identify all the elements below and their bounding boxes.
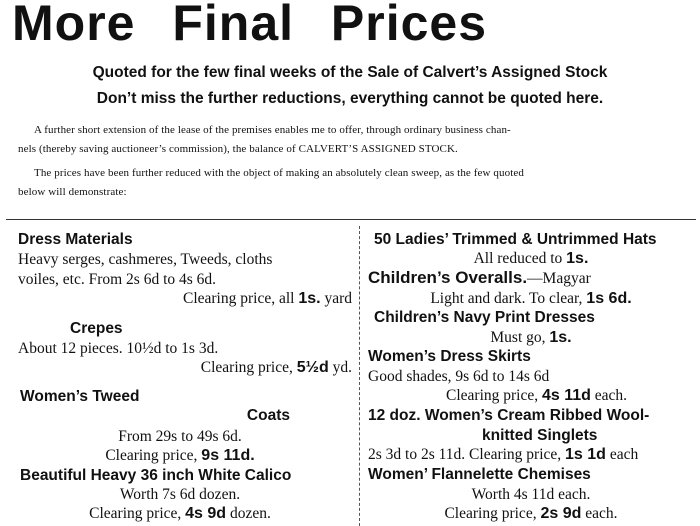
intro-line-1: A further short extension of the lease of the premises enables me to offer, through ordinary business chan-	[34, 124, 511, 136]
calico-price: 4s 9d	[185, 505, 227, 522]
hats-price: 1s.	[566, 250, 589, 267]
chemises-price: 2s 9d	[540, 505, 582, 522]
navy-dresses-heading: Children’s Navy Print Dresses	[374, 309, 595, 326]
singlets-price-label: 2s 3d to 2s 11d. Clearing price,	[368, 446, 562, 463]
tweed-heading-2: Coats	[246, 407, 290, 424]
chemises-price-label: Clearing price,	[444, 505, 537, 522]
calico-price-label: Clearing price,	[89, 505, 182, 522]
tweed-price-label: Clearing price,	[105, 447, 198, 464]
singlets-heading-2: knitted Singlets	[482, 427, 598, 444]
tweed-price: 9s 11d.	[201, 447, 255, 464]
chemises-heading: Women’ Flannelette Chemises	[368, 466, 591, 483]
calico-heading: Beautiful Heavy 36 inch White Calico	[20, 467, 292, 484]
skirts-price-unit: each.	[594, 387, 628, 404]
subheading-2: Don’t miss the further reductions, everything cannot be quoted here.	[96, 90, 604, 107]
overalls-suffix: —Magyar	[527, 270, 591, 287]
dress-materials-heading: Dress Materials	[18, 231, 133, 248]
dress-materials-line-1: Heavy serges, cashmeres, Tweeds, cloths	[18, 251, 273, 268]
hats-price-line	[362, 249, 700, 268]
crepes-price-label: Clearing price,	[200, 359, 293, 376]
tweed-price-line	[0, 446, 360, 465]
dress-price-label: Clearing price, all	[182, 290, 295, 307]
dress-skirts-price-line	[446, 386, 627, 405]
calico-price-unit: dozen.	[229, 505, 271, 522]
chemises-line-1: Worth 4s 11d each.	[471, 486, 591, 503]
overalls-price-label: Light and dark. To clear,	[430, 290, 583, 307]
singlets-heading-1: 12 doz. Women’s Cream Ribbed Wool-	[368, 407, 650, 424]
singlets-price: 1s 1d	[565, 446, 606, 463]
chemises-price-unit: each.	[585, 505, 618, 522]
navy-dresses-price-line	[362, 328, 700, 347]
dress-skirts-heading: Women’s Dress Skirts	[368, 348, 531, 365]
dress-materials-line-2: voiles, etc. From 2s 6d to 4s 6d.	[18, 271, 217, 288]
skirts-price-label: Clearing price,	[446, 387, 539, 404]
overalls-price-line	[362, 289, 700, 308]
dress-materials-price-line	[183, 289, 352, 308]
intro-line-3: The prices have been further reduced with the object of making an absolutely clean sweep, as the few quoted	[34, 167, 524, 179]
overalls-heading-line	[368, 268, 591, 288]
crepes-heading: Crepes	[70, 320, 123, 337]
navy-price-label: Must go,	[490, 329, 546, 346]
dress-skirts-line-1: Good shades, 9s 6d to 14s 6d	[368, 368, 550, 385]
crepes-price-line	[201, 358, 352, 377]
headline: More Final Prices	[12, 0, 488, 51]
crepes-price-unit: yd.	[332, 359, 352, 376]
divider-vertical	[359, 226, 360, 526]
crepes-price: 5½d	[296, 359, 329, 376]
tweed-heading-1: Women’s Tweed	[20, 388, 140, 405]
overalls-heading: Children’s Overalls.	[368, 268, 528, 287]
singlets-price-line	[368, 445, 638, 464]
navy-price: 1s.	[549, 329, 572, 346]
dress-price-unit: yard	[324, 290, 352, 307]
subheading-1: Quoted for the few final weeks of the Sale of Calvert’s Assigned Stock	[92, 64, 608, 81]
chemises-price-line	[362, 504, 700, 523]
dress-price: 1s.	[298, 290, 321, 307]
intro-line-2: nels (thereby saving auctioneer’s commission), the balance of CALVERT’S ASSIGNED STOCK.	[18, 143, 458, 155]
calico-line-1: Worth 7s 6d dozen.	[119, 486, 241, 503]
singlets-price-unit: each	[609, 446, 639, 463]
divider-horizontal	[6, 219, 696, 220]
calico-price-line	[0, 504, 360, 523]
hats-price-label: All reduced to	[473, 250, 563, 267]
tweed-line-1: From 29s to 49s 6d.	[118, 428, 242, 445]
skirts-price: 4s 11d	[541, 387, 591, 404]
crepes-line-1: About 12 pieces. 10½d to 1s 3d.	[18, 340, 219, 357]
hats-heading: 50 Ladies’ Trimmed & Untrimmed Hats	[374, 231, 657, 248]
intro-line-4: below will demonstrate:	[18, 186, 127, 198]
overalls-price: 1s 6d.	[586, 290, 632, 307]
